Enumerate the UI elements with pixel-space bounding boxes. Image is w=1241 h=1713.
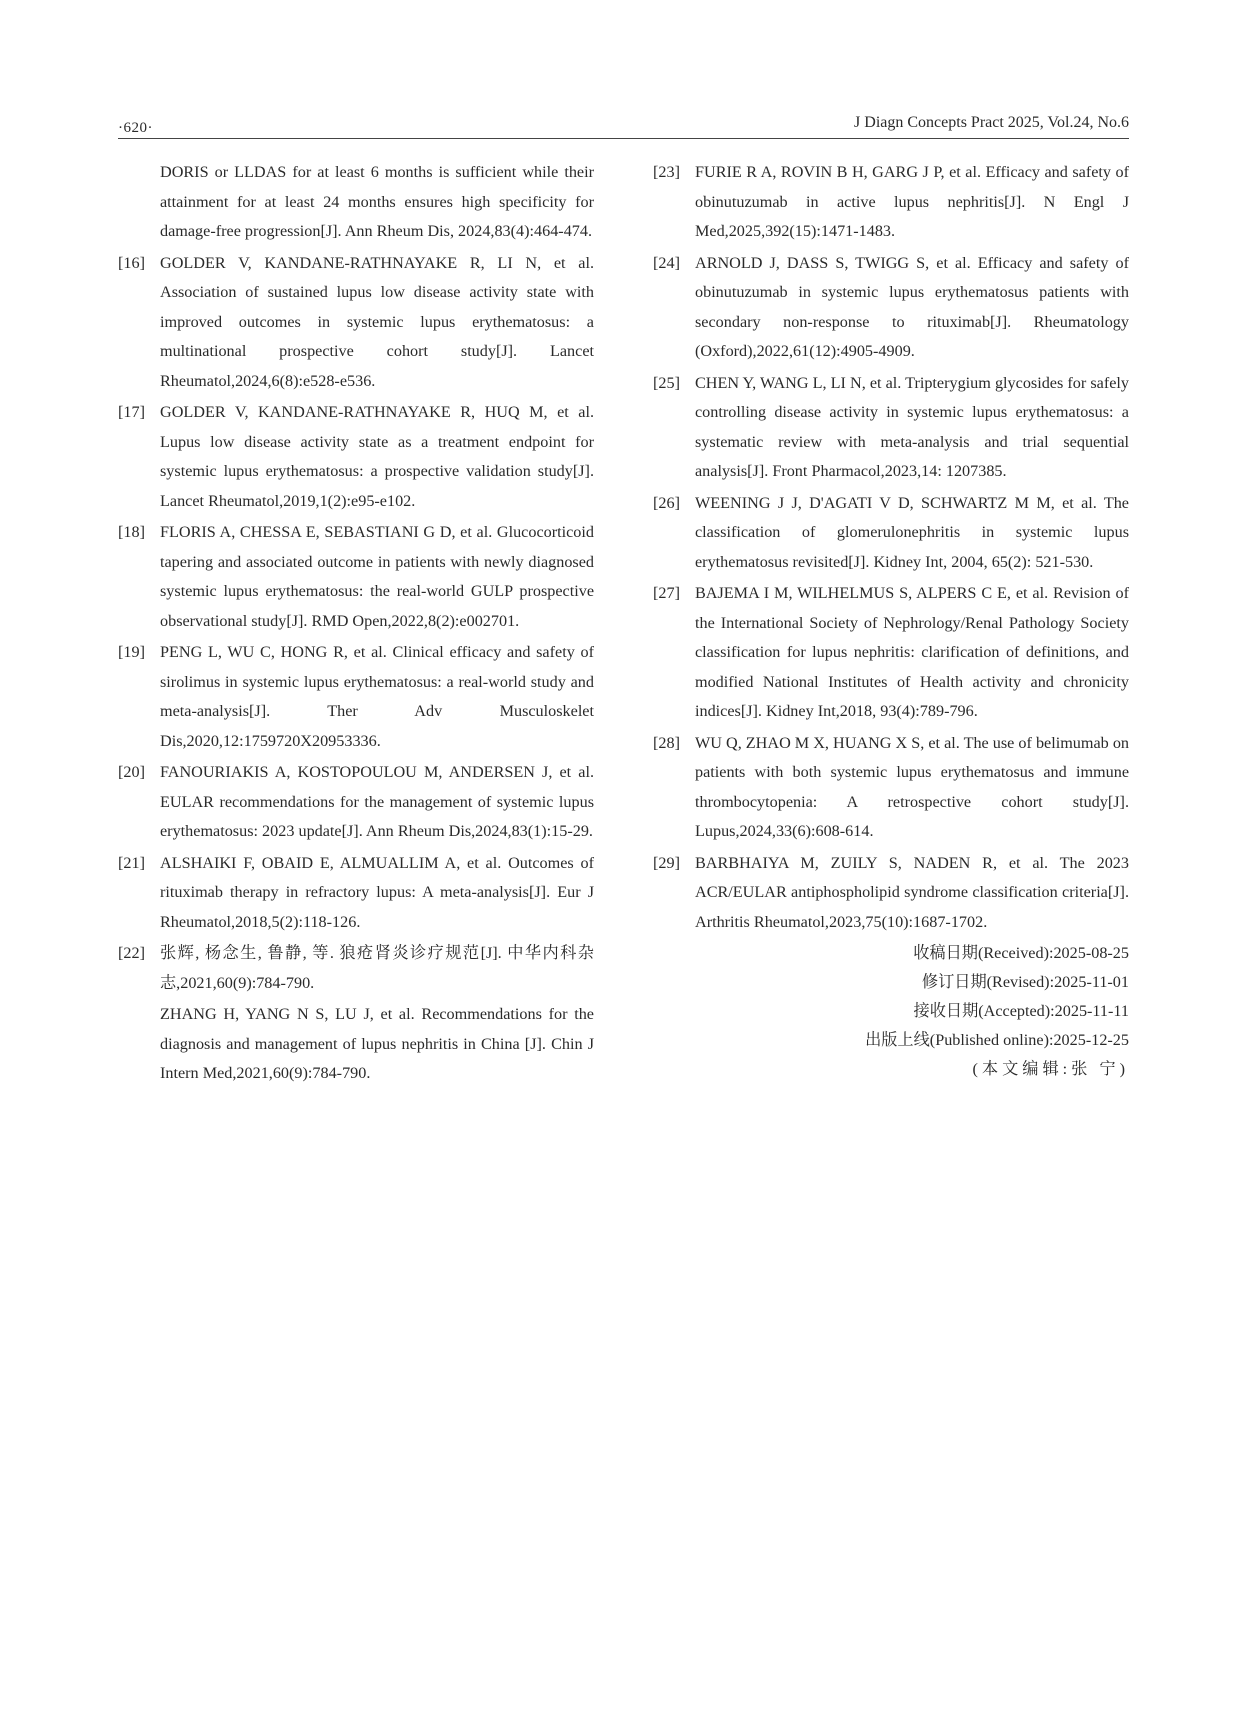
reference-text: GOLDER V, KANDANE-RATHNAYAKE R, LI N, et al. Association of sustained lupus low disease activity state with improved outcomes in systemic lupus erythematosus: a multinational prospective cohort study[J]. Lancet Rheumatol,2024,6(8):e528-e536.: [160, 253, 594, 390]
reference-number: [22]: [118, 944, 145, 962]
reference-item: [653, 489, 1129, 578]
reference-item: [653, 158, 1129, 247]
reference-item: [118, 249, 594, 397]
reference-text: ARNOLD J, DASS S, TWIGG S, et al. Efficacy and safety of obinutuzumab in systemic lupus erythematosus patients with secondary non-response to rituximab[J]. Rheumatology (Oxford),2022,61(12):4905-4909.: [695, 253, 1129, 360]
accepted-date: 接收日期(Accepted):2025-11-11: [913, 1002, 1129, 1020]
reference-number: [19]: [118, 643, 145, 661]
reference-text: GOLDER V, KANDANE-RATHNAYAKE R, HUQ M, et al. Lupus low disease activity state as a treatment endpoint for systemic lupus erythematosus: a prospective validation study[J]. Lancet Rheumatol,2019,1(2):e95-e102.: [160, 403, 594, 510]
received-date: 收稿日期(Received):2025-08-25: [913, 944, 1129, 962]
revised-date: 修订日期(Revised):2025-11-01: [921, 973, 1129, 991]
reference-text: FANOURIAKIS A, KOSTOPOULOU M, ANDERSEN J, et al. EULAR recommendations for the management of systemic lupus erythematosus: 2023 update[J]. Ann Rheum Dis,2024,83(1):15-29.: [160, 763, 594, 840]
reference-item: [653, 579, 1129, 727]
reference-text: ALSHAIKI F, OBAID E, ALMUALLIM A, et al. Outcomes of rituximab therapy in refractory lupus: A meta-analysis[J]. Eur J Rheumatol,2018,5(2):118-126.: [160, 853, 594, 931]
reference-text: BAJEMA I M, WILHELMUS S, ALPERS C E, et al. Revision of the International Society of Nephrology/Renal Pathology Society classification for lupus nephritis: clarification of definitions, and modified National Institutes of Health activity and chronicity indices[J]. Kidney Int,2018, 93(4):789-796.: [695, 584, 1129, 720]
reference-item: [653, 729, 1129, 847]
published-date: 出版上线(Published online):2025-12-25: [865, 1031, 1129, 1049]
reference-number: [23]: [653, 163, 680, 181]
page-number: ·620·: [118, 120, 153, 136]
reference-item: [118, 638, 594, 756]
reference-text: BARBHAIYA M, ZUILY S, NADEN R, et al. The 2023 ACR/EULAR antiphospholipid syndrome classification criteria[J]. Arthritis Rheumatol,2023,75(10):1687-1702.: [695, 853, 1129, 931]
reference-continuation: DORIS or LLDAS for at least 6 months is sufficient while their attainment for at least 24 months ensures high specificity for damage-free progression[J]. Ann Rheum Dis, 2024,83(4):464-474.: [160, 163, 594, 240]
header-rule: [118, 138, 1129, 139]
reference-number: [21]: [118, 853, 145, 872]
reference-item: [118, 849, 594, 938]
reference-item: [118, 939, 594, 998]
reference-item: [653, 369, 1129, 487]
reference-number: [25]: [653, 373, 680, 392]
right-column: [653, 158, 1129, 1085]
reference-text: 张辉, 杨念生, 鲁静, 等. 狼疮肾炎诊疗规范[J]. 中华内科杂志,2021,60(9):784-790.: [160, 944, 594, 992]
reference-text: WEENING J J, D'AGATI V D, SCHWARTZ M M, et al. The classification of glomerulonephritis in systemic lupus erythematosus revisited[J]. Kidney Int, 2004, 65(2): 521-530.: [695, 493, 1129, 571]
left-column: [118, 158, 594, 1091]
reference-number: [17]: [118, 403, 145, 421]
editor-credit: (本文编辑:张 宁): [972, 1060, 1129, 1078]
reference-item: [118, 398, 594, 516]
reference-item: [118, 758, 594, 847]
reference-text: FURIE R A, ROVIN B H, GARG J P, et al. Efficacy and safety of obinutuzumab in active lupus nephritis[J]. N Engl J Med,2025,392(15):1471-1483.: [695, 163, 1129, 240]
reference-english-version: ZHANG H, YANG N S, LU J, et al. Recommendations for the diagnosis and management of lupus nephritis in China [J]. Chin J Intern Med,2021,60(9):784-790.: [160, 1005, 594, 1082]
reference-text: FLORIS A, CHESSA E, SEBASTIANI G D, et al. Glucocorticoid tapering and associated outcome in patients with newly diagnosed systemic lupus erythematosus: the real-world GULP prospective observational study[J]. RMD Open,2022,8(2):e002701.: [160, 523, 594, 630]
reference-text: WU Q, ZHAO M X, HUANG X S, et al. The use of belimumab on patients with both systemic lupus erythematosus and immune thrombocytopenia: A retrospective cohort study[J]. Lupus,2024,33(6):608-614.: [695, 733, 1130, 840]
reference-text: CHEN Y, WANG L, LI N, et al. Tripterygium glycosides for safely controlling disease activity in systemic lupus erythematosus: a systematic review with meta-analysis and trial sequential analysis[J]. Front Pharmacol,2023,14: 1207385.: [695, 373, 1129, 480]
reference-number: [18]: [118, 523, 145, 541]
reference-number: [24]: [653, 253, 680, 272]
journal-header: J Diagn Concepts Pract 2025, Vol.24, No.6: [854, 114, 1129, 131]
reference-number: [20]: [118, 763, 145, 781]
reference-number: [26]: [653, 493, 680, 512]
reference-item: [118, 518, 594, 636]
reference-number: [27]: [653, 584, 680, 602]
article-dates: [653, 939, 1129, 1055]
reference-item: [653, 849, 1129, 938]
reference-text: PENG L, WU C, HONG R, et al. Clinical efficacy and safety of sirolimus in systemic lupus erythematosus: a real-world study and meta-analysis[J]. Ther Adv Musculoskelet Dis,2020,12:1759720X20953336.: [160, 643, 594, 750]
reference-number: [28]: [653, 733, 680, 752]
reference-number: [29]: [653, 853, 680, 872]
reference-item: [653, 249, 1129, 367]
reference-number: [16]: [118, 253, 145, 272]
